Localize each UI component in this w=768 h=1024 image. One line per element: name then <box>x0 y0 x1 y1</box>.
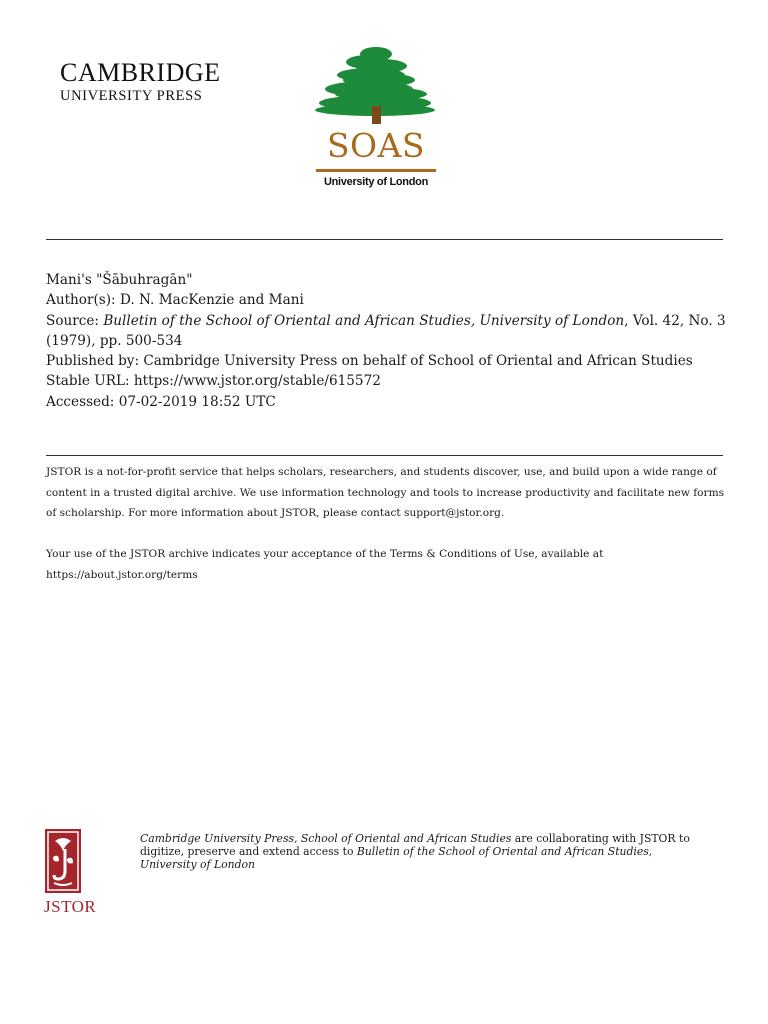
soas-logo-title: SOAS <box>326 126 426 165</box>
top-divider <box>46 239 723 240</box>
article-metadata <box>46 270 736 412</box>
soas-logo-subtitle: University of London <box>323 176 428 188</box>
soas-logo <box>313 44 439 194</box>
collaboration-journal: Bulletin of the School of Oriental and African Studies, University of London <box>140 845 653 871</box>
jstor-terms-notice: Your use of the JSTOR archive indicates your acceptance of the Terms & Conditions of Use, available at https://about.jstor.org/terms <box>46 548 604 581</box>
cambridge-logo-title: CAMBRIDGE <box>60 58 221 87</box>
article-publisher: Published by: Cambridge University Press on behalf of School of Oriental and African Studies <box>46 353 693 370</box>
accessed-value: 07-02-2019 18:52 UTC <box>118 393 276 410</box>
cambridge-university-press-logo <box>60 60 235 104</box>
collaboration-partners: Cambridge University Press, School of Oriental and African Studies <box>140 832 512 845</box>
cambridge-logo-subtitle: UNIVERSITY PRESS <box>60 88 203 104</box>
source-journal: Bulletin of the School of Oriental and African Studies, University of London <box>103 312 625 329</box>
publisher-value: Cambridge University Press on behalf of School of Oriental and African Studies <box>143 353 693 370</box>
jstor-about-notice: JSTOR is a not-for-profit service that helps scholars, researchers, and students discover, use, and build upon a wide range of content in a trusted digital archive. We use information technology and tools to increase productivity and facilitate new forms of scholarship. For more information about JSTOR, please contact support@jstor.org. <box>46 466 725 520</box>
article-stable-url: Stable URL: https://www.jstor.org/stable/615572 <box>46 373 381 390</box>
article-accessed: Accessed: 07-02-2019 18:52 UTC <box>46 393 276 410</box>
authors-value: D. N. MacKenzie and Mani <box>119 292 304 309</box>
article-title: Mani's "Šābuhragān" <box>46 272 193 288</box>
article-source: Source: Bulletin of the School of Oriental and African Studies, University of London, Vol. 42, No. 3 (1979), pp. 500-534 <box>46 312 726 349</box>
jstor-logo-label: JSTOR <box>44 897 97 916</box>
soas-tree-icon <box>313 44 439 194</box>
jstor-emblem-icon <box>45 829 81 893</box>
source-details: , Vol. 42, No. 3 (1979), pp. 500-534 <box>46 312 726 349</box>
middle-divider <box>46 455 723 456</box>
jstor-logo <box>44 829 110 917</box>
collaboration-statement: Cambridge University Press, School of Oriental and African Studies are collaborating with JSTOR to digitize, preserve and extend access to Bulletin of the School of Oriental and African Studies, University of London <box>140 832 690 871</box>
stable-url-link[interactable]: https://www.jstor.org/stable/615572 <box>133 373 381 390</box>
article-authors: Author(s): D. N. MacKenzie and Mani <box>46 292 304 309</box>
